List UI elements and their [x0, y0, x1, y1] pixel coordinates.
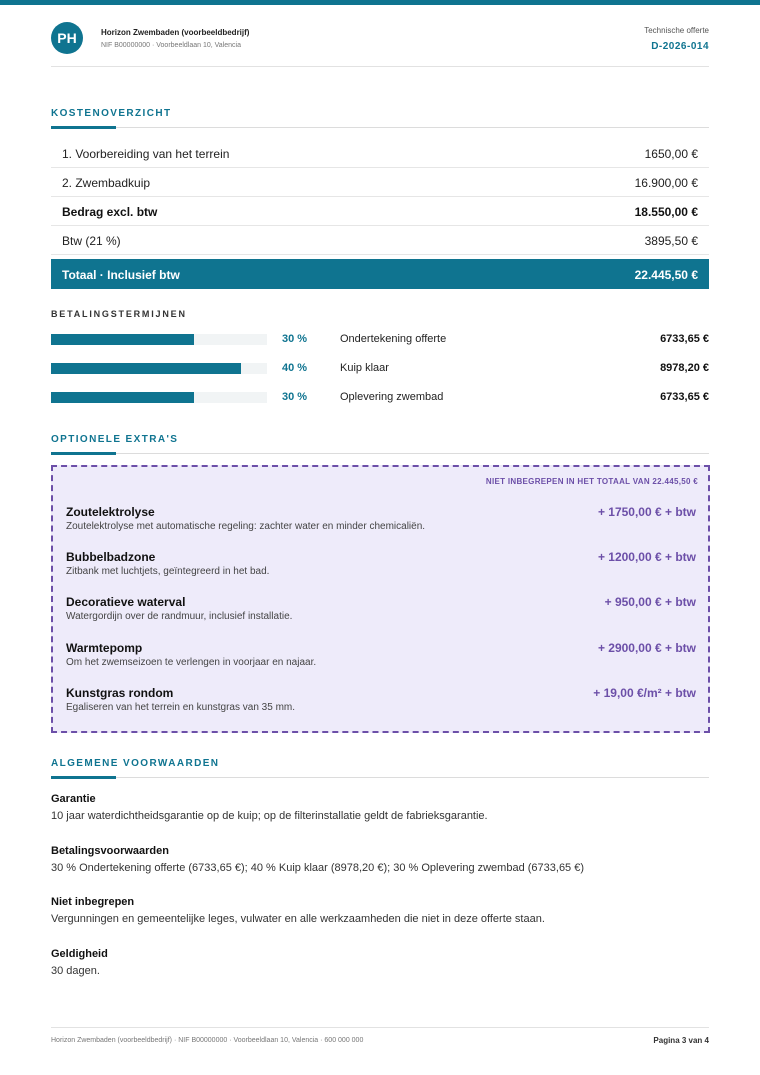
- extras-note: NIET INBEGREPEN IN HET TOTAAL VAN 22.445,50 €: [485, 477, 698, 486]
- extra-name: Kunstgras rondom: [66, 686, 174, 700]
- extra-name: Warmtepomp: [66, 641, 143, 655]
- extra-description: Zoutelektrolyse met automatische regeling: zachter water en minder chemicaliën.: [66, 521, 426, 532]
- payment-row: [51, 361, 709, 375]
- company-details: NIF B00000000 · Voorbeeldlaan 10, Valencia: [101, 42, 241, 49]
- cost-label: 1. Voorbereiding van het terrein: [62, 147, 230, 161]
- top-accent-bar: [0, 0, 760, 5]
- subtotal-value: 18.550,00 €: [634, 205, 698, 219]
- total-label: Totaal · Inclusief btw: [62, 268, 180, 282]
- terms-section-title: ALGEMENE VOORWAARDEN: [51, 758, 709, 778]
- extra-price: + 19,00 €/m² + btw: [593, 686, 696, 700]
- payment-percent: 40 %: [282, 362, 308, 374]
- payments-title: BETALINGSTERMIJNEN: [51, 309, 187, 319]
- payment-amount: 6733,65 €: [660, 391, 709, 403]
- term-title: Niet inbegrepen: [51, 896, 135, 908]
- term-item: [51, 845, 709, 874]
- extra-item: [66, 550, 696, 584]
- term-title: Geldigheid: [51, 948, 108, 960]
- extra-description: Zitbank met luchtjets, geïntegreerd in het bad.: [66, 566, 270, 577]
- extras-section-title: OPTIONELE EXTRA'S: [51, 434, 709, 454]
- total-value: 22.445,50 €: [634, 268, 698, 282]
- payment-amount: 8978,20 €: [660, 362, 709, 374]
- vat-value: 3895,50 €: [644, 234, 698, 248]
- cost-value: 16.900,00 €: [634, 176, 698, 190]
- payment-progress-fill: [51, 392, 194, 403]
- payment-percent: 30 %: [282, 391, 308, 403]
- term-title: Betalingsvoorwaarden: [51, 845, 169, 857]
- cost-row: [51, 139, 709, 168]
- payment-row: [51, 390, 709, 404]
- company-logo: PH: [51, 22, 83, 54]
- payment-label: Ondertekening offerte: [340, 333, 447, 345]
- page-footer: [51, 1027, 709, 1047]
- document-type: Technische offerte: [644, 26, 709, 35]
- payment-label: Oplevering zwembad: [340, 391, 444, 403]
- term-text: Vergunningen en gemeentelijke leges, vulwater en alle werkzaamheden die niet in deze offerte staan.: [51, 913, 545, 925]
- payment-progress-fill: [51, 334, 194, 345]
- term-title: Garantie: [51, 793, 96, 805]
- extra-price: + 2900,00 € + btw: [597, 641, 696, 655]
- payment-label: Kuip klaar: [340, 362, 389, 374]
- extra-description: Watergordijn over de randmuur, inclusief installatie.: [66, 611, 293, 622]
- extra-description: Om het zwemseizoen te verlengen in voorjaar en najaar.: [66, 657, 317, 668]
- subtotal-label: Bedrag excl. btw: [62, 205, 158, 219]
- extra-item: [66, 595, 696, 629]
- payment-progress-fill: [51, 363, 241, 374]
- payment-progress-track: [51, 392, 267, 403]
- term-text: 30 % Ondertekening offerte (6733,65 €); 40 % Kuip klaar (8978,20 €); 30 % Oplevering zwembad (6733,65 €): [51, 862, 585, 874]
- costs-section-title: KOSTENOVERZICHT: [51, 108, 709, 128]
- payment-progress-track: [51, 334, 267, 345]
- extra-description: Egaliseren van het terrein en kunstgras van 35 mm.: [66, 702, 296, 713]
- extra-price: + 950,00 € + btw: [604, 595, 696, 609]
- extra-item: [66, 686, 696, 720]
- term-text: 10 jaar waterdichtheidsgarantie op de kuip; op de filterinstallatie geldt de fabrieksgarantie.: [51, 810, 488, 822]
- extra-name: Bubbelbadzone: [66, 550, 156, 564]
- cost-row: [51, 168, 709, 197]
- document-number: D-2026-014: [651, 41, 709, 52]
- extra-item: [66, 505, 696, 539]
- company-name: Horizon Zwembaden (voorbeeldbedrijf): [101, 28, 250, 37]
- optional-extras-box: [51, 465, 710, 733]
- vat-row: [51, 226, 709, 255]
- payment-row: [51, 332, 709, 346]
- cost-table: [51, 139, 709, 289]
- term-text: 30 dagen.: [51, 965, 100, 977]
- document-header: [51, 21, 709, 67]
- extra-item: [66, 641, 696, 675]
- extra-name: Zoutelektrolyse: [66, 505, 155, 519]
- cost-value: 1650,00 €: [644, 147, 698, 161]
- extra-price: + 1750,00 € + btw: [597, 505, 696, 519]
- term-item: [51, 948, 709, 977]
- cost-label: 2. Zwembadkuip: [62, 176, 151, 190]
- payment-progress-track: [51, 363, 267, 374]
- vat-label: Btw (21 %): [62, 234, 121, 248]
- term-item: [51, 793, 709, 822]
- footer-company-info: Horizon Zwembaden (voorbeeldbedrijf) · NIF B00000000 · Voorbeeldlaan 10, Valencia · 600 000 000: [51, 1037, 364, 1044]
- extra-name: Decoratieve waterval: [66, 595, 186, 609]
- extra-price: + 1200,00 € + btw: [597, 550, 696, 564]
- subtotal-row: [51, 197, 709, 226]
- total-row: [51, 259, 709, 289]
- payment-amount: 6733,65 €: [660, 333, 709, 345]
- term-item: [51, 896, 709, 925]
- payment-percent: 30 %: [282, 333, 308, 345]
- page-number: Pagina 3 van 4: [653, 1036, 709, 1045]
